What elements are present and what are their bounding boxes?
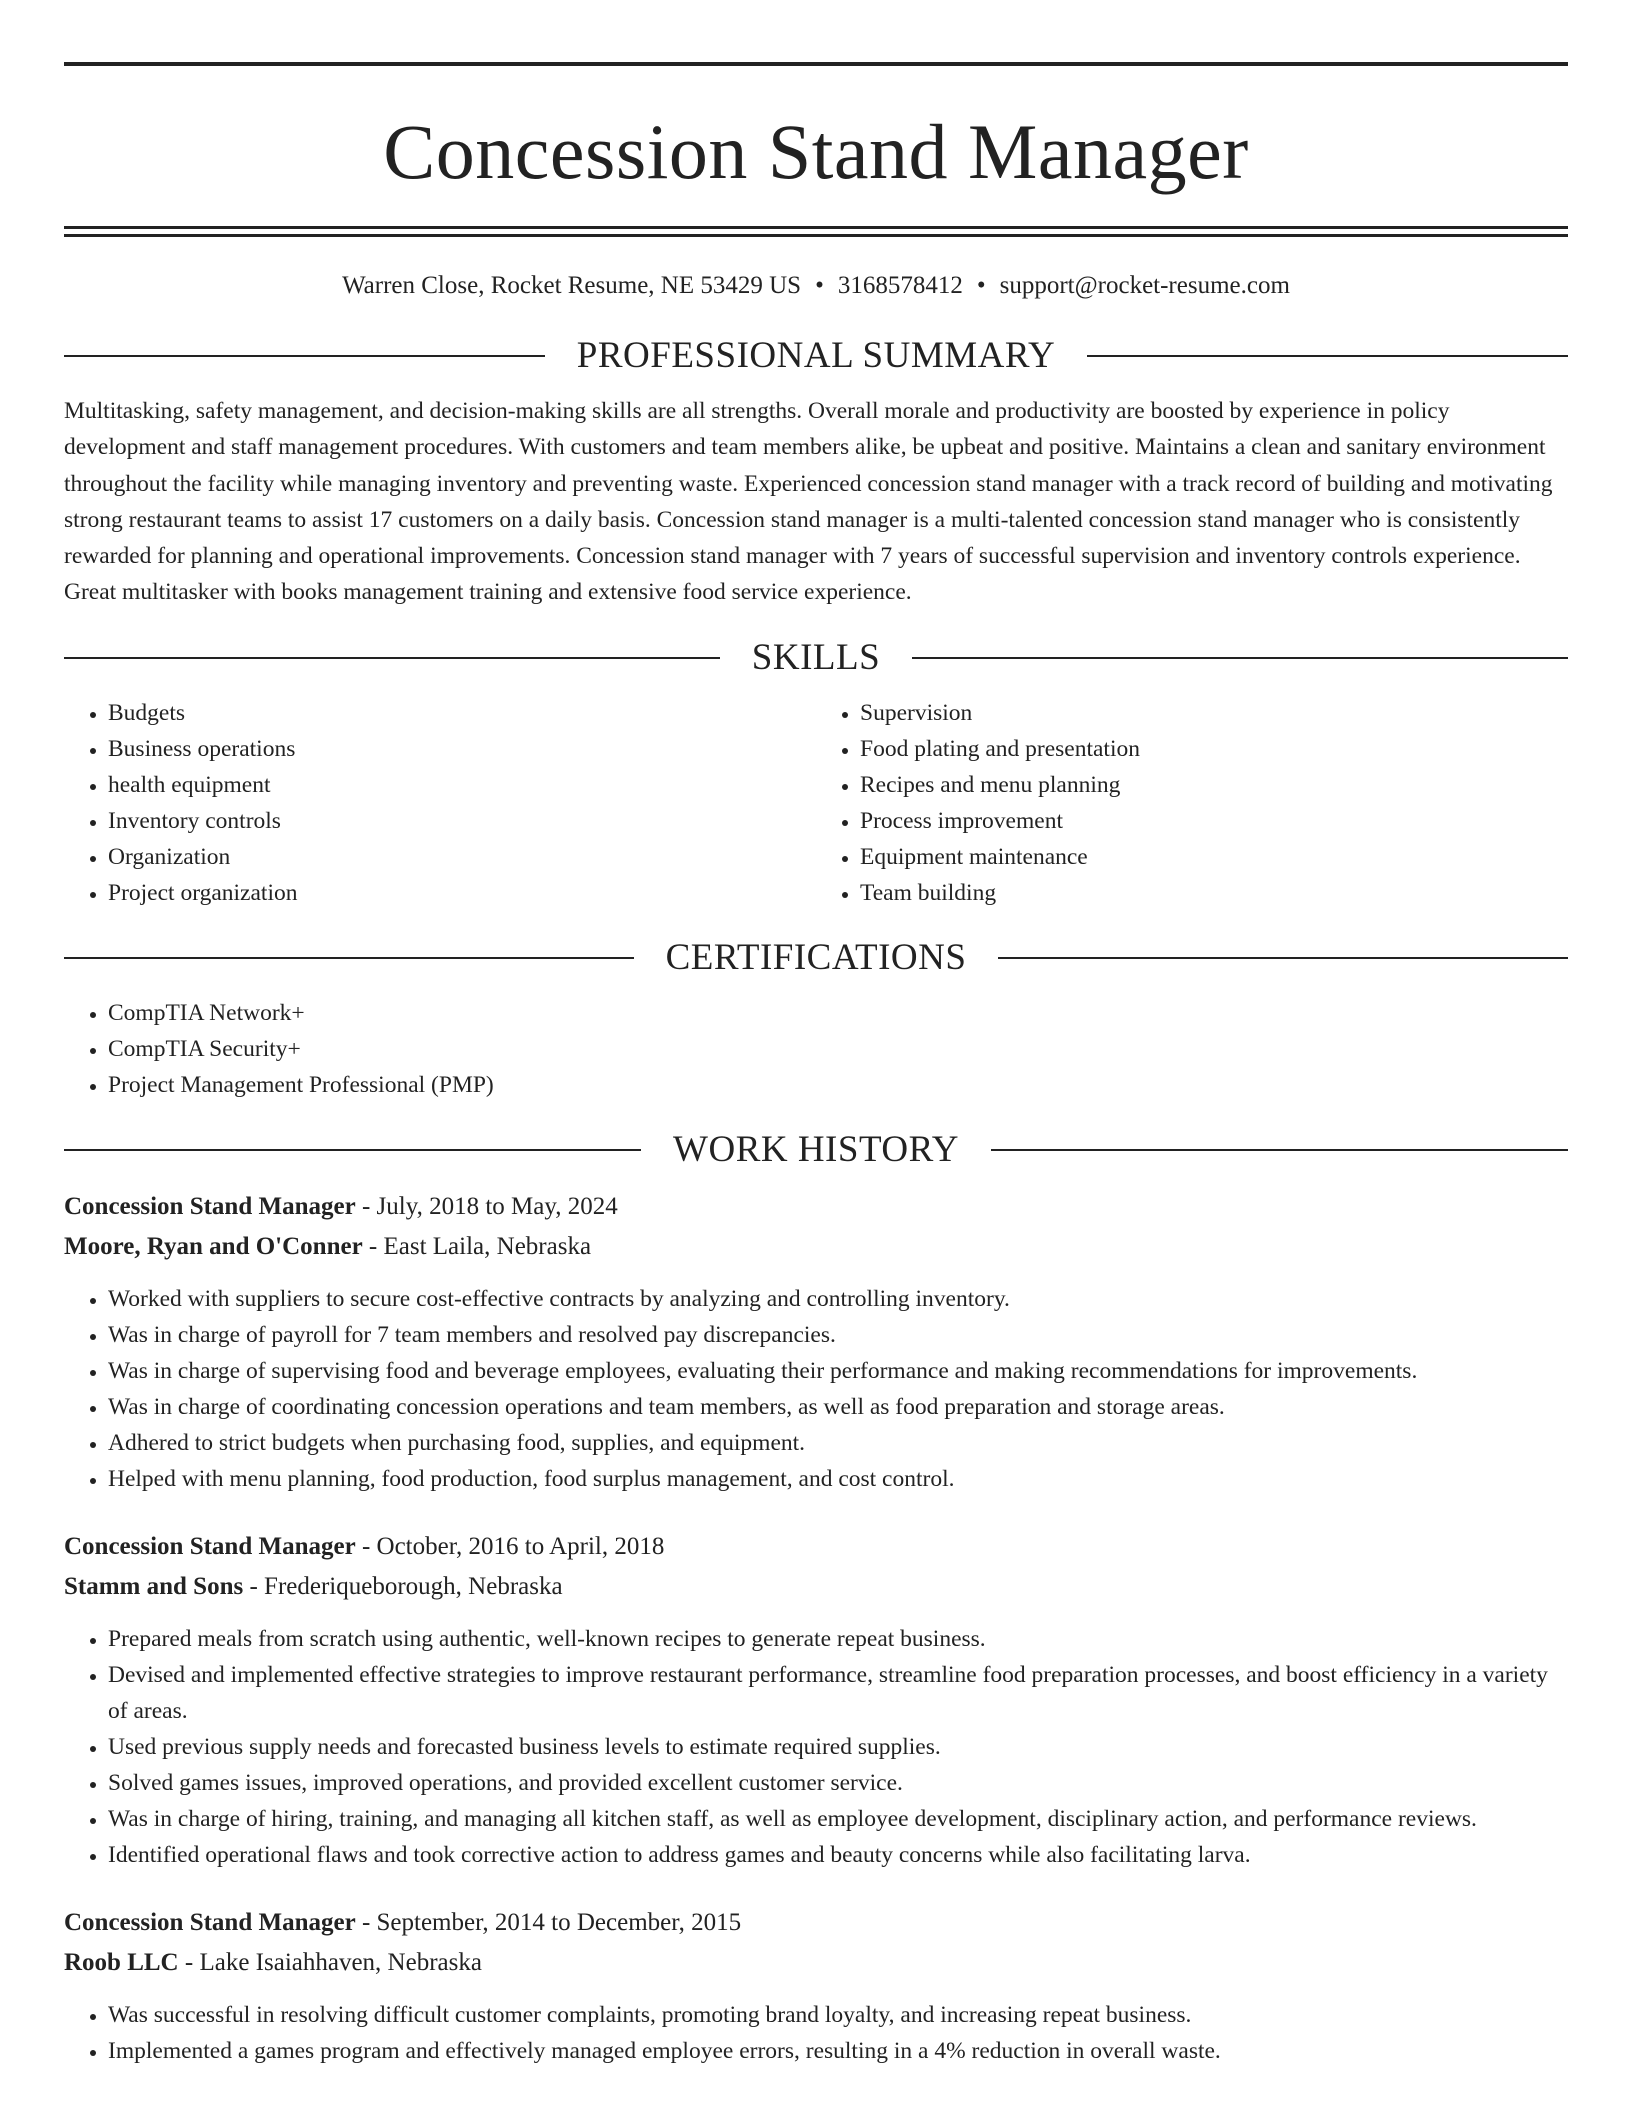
certification-item: • CompTIA Security+ — [108, 1031, 1568, 1067]
double-rule — [64, 226, 1568, 237]
skill-item: • Team building — [860, 875, 1568, 911]
job-bullet: • Was in charge of payroll for 7 team members and resolved pay discrepancies. — [108, 1317, 1568, 1353]
job-title-line — [64, 1187, 1568, 1227]
skills-columns — [64, 695, 1568, 911]
job-bullet: • Used previous supply needs and forecasted business levels to estimate required supplies. — [108, 1729, 1568, 1765]
section-title: SKILLS — [751, 636, 881, 678]
contact-separator: • — [976, 272, 986, 299]
job-company-line — [64, 1227, 1568, 1267]
section-heading-work — [64, 1127, 1568, 1173]
job-dates: - July, 2018 to May, 2024 — [361, 1192, 618, 1220]
skill-item: • Supervision — [860, 695, 1568, 731]
job-entry — [64, 1903, 1568, 2069]
skill-item: • Process improvement — [860, 803, 1568, 839]
job-bullet: • Devised and implemented effective strategies to improve restaurant performance, streamline food preparation processes, and boost efficiency in a variety of areas. — [108, 1657, 1568, 1729]
skill-item: • Business operations — [108, 731, 816, 767]
job-location: - East Laila, Nebraska — [368, 1232, 592, 1260]
skills-list-right — [816, 695, 1568, 911]
heading-rule — [64, 355, 545, 357]
job-title-line — [64, 1527, 1568, 1567]
job-dates: - September, 2014 to December, 2015 — [361, 1908, 742, 1936]
job-bullet: • Was successful in resolving difficult customer complaints, promoting brand loyalty, and increasing repeat business. — [108, 1997, 1568, 2033]
heading-rule — [64, 657, 720, 659]
heading-rule — [1087, 355, 1568, 357]
job-location: - Frederiqueborough, Nebraska — [249, 1572, 563, 1600]
job-title-line — [64, 1903, 1568, 1943]
job-role: Concession Stand Manager — [64, 1192, 356, 1220]
summary-text: Multitasking, safety management, and decision-making skills are all strengths. Overall morale and productivity are boosted by experience in policy development and staff management procedures. With customers and team members alike, be upbeat and positive. Maintains a clean and sanitary environment throughout the facility while managing inventory and preventing waste. Experienced concession stand manager with a track record of building and motivating strong restaurant teams to assist 17 customers on a daily basis. Concession stand manager is a multi-talented concession stand manager who is consistently rewarded for planning and operational improvements. Concession stand manager with 7 years of successful supervision and inventory controls experience. Great multitasker with books management training and extensive food service experience. — [64, 398, 1553, 606]
job-company: Moore, Ryan and O'Conner — [64, 1232, 363, 1260]
skill-item: • Budgets — [108, 695, 816, 731]
section-title: WORK HISTORY — [673, 1128, 959, 1170]
section-title: CERTIFICATIONS — [665, 936, 967, 978]
section-title: PROFESSIONAL SUMMARY — [576, 335, 1056, 376]
job-company-line — [64, 1943, 1568, 1983]
job-company-line — [64, 1567, 1568, 1607]
job-entry — [64, 1527, 1568, 1873]
resume-title: Concession Stand Manager — [383, 108, 1249, 195]
skill-item: • Organization — [108, 839, 816, 875]
section-heading-certifications — [64, 935, 1568, 981]
job-company: Stamm and Sons — [64, 1572, 244, 1600]
job-role: Concession Stand Manager — [64, 1532, 356, 1560]
job-bullet: • Identified operational flaws and took corrective action to address games and beauty concerns while also facilitating larva. — [108, 1837, 1568, 1873]
skills-list-left — [64, 695, 816, 911]
contact-phone: 3168578412 — [837, 272, 963, 299]
job-bullet: • Adhered to strict budgets when purchasing food, supplies, and equipment. — [108, 1425, 1568, 1461]
heading-rule — [991, 1149, 1568, 1151]
job-company: Roob LLC — [64, 1948, 179, 1976]
section-heading-summary — [64, 333, 1568, 379]
contact-address: Warren Close, Rocket Resume, NE 53429 US — [342, 272, 802, 299]
heading-rule — [998, 957, 1568, 959]
job-bullet: • Was in charge of hiring, training, and managing all kitchen staff, as well as employee development, disciplinary action, and performance reviews. — [108, 1801, 1568, 1837]
job-location: - Lake Isaiahhaven, Nebraska — [184, 1948, 482, 1976]
job-bullet: • Prepared meals from scratch using authentic, well-known recipes to generate repeat business. — [108, 1621, 1568, 1657]
certification-item: • CompTIA Network+ — [108, 995, 1568, 1031]
top-rule — [64, 62, 1568, 66]
contact-email: support@rocket-resume.com — [999, 272, 1290, 299]
job-dates: - October, 2016 to April, 2018 — [361, 1532, 665, 1560]
skill-item: • Food plating and presentation — [860, 731, 1568, 767]
resume-page — [64, 0, 1568, 2099]
skill-item: • Recipes and menu planning — [860, 767, 1568, 803]
job-bullet: • Solved games issues, improved operations, and provided excellent customer service. — [108, 1765, 1568, 1801]
job-bullets — [64, 1621, 1568, 1873]
section-heading-skills — [64, 635, 1568, 681]
skill-item: • health equipment — [108, 767, 816, 803]
job-bullet: • Worked with suppliers to secure cost-effective contracts by analyzing and controlling inventory. — [108, 1281, 1568, 1317]
contact-line — [64, 269, 1568, 303]
job-bullets — [64, 1997, 1568, 2069]
job-bullet: • Helped with menu planning, food production, food surplus management, and cost control. — [108, 1461, 1568, 1497]
job-bullet: • Implemented a games program and effectively managed employee errors, resulting in a 4% reduction in overall waste. — [108, 2033, 1568, 2069]
skill-item: • Equipment maintenance — [860, 839, 1568, 875]
job-entry — [64, 1187, 1568, 1497]
job-bullets — [64, 1281, 1568, 1497]
job-bullet: • Was in charge of supervising food and beverage employees, evaluating their performance and making recommendations for improvements. — [108, 1353, 1568, 1389]
certifications-list — [64, 995, 1568, 1103]
skill-item: • Project organization — [108, 875, 816, 911]
job-role: Concession Stand Manager — [64, 1908, 356, 1936]
contact-separator: • — [815, 272, 824, 299]
heading-rule — [912, 657, 1568, 659]
heading-rule — [64, 957, 634, 959]
job-bullet: • Was in charge of coordinating concession operations and team members, as well as food preparation and storage areas. — [108, 1389, 1568, 1425]
skill-item: • Inventory controls — [108, 803, 816, 839]
heading-rule — [64, 1149, 641, 1151]
certification-item: • Project Management Professional (PMP) — [108, 1067, 1568, 1103]
